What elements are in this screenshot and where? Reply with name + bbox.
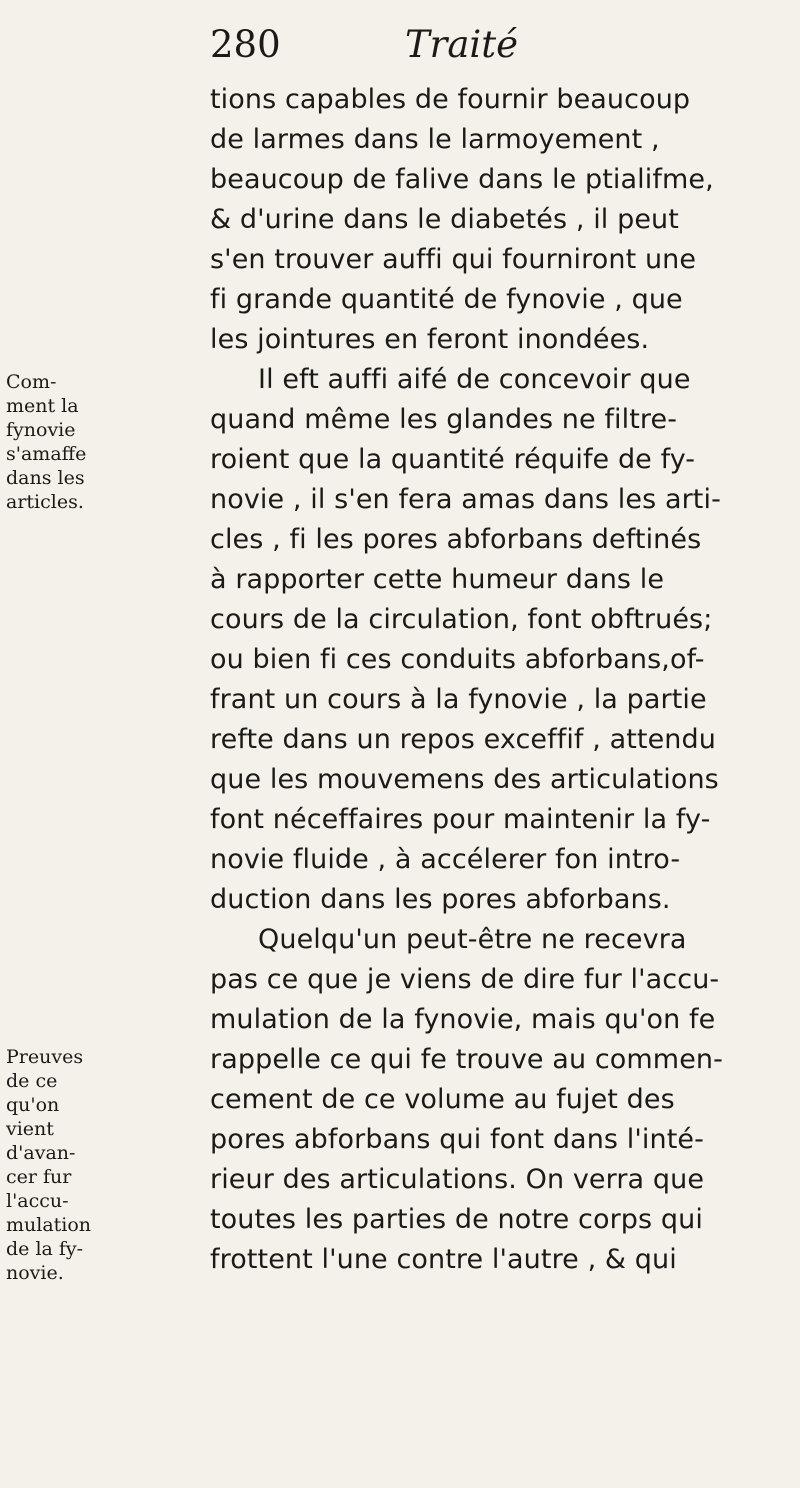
margin-note-line: vient: [6, 1118, 54, 1140]
text-line: ou bien fi ces conduits abforbans,of-: [210, 644, 705, 675]
margin-note-line: cer fur: [6, 1166, 72, 1188]
margin-note-line: ment la: [6, 395, 79, 417]
margin-note-line: s'amaffe: [6, 443, 87, 465]
text-line: novie fluide , à accélerer fon intro-: [210, 844, 681, 875]
text-line: les jointures en feront inondées.: [210, 324, 650, 355]
margin-note-line: d'avan-: [6, 1142, 76, 1164]
margin-note-synovia-accumulation: [6, 370, 206, 514]
text-line: que les mouvemens des articulations: [210, 764, 719, 795]
text-line: roient que la quantité réquife de fy-: [210, 444, 696, 475]
margin-note-line: articles.: [6, 491, 84, 513]
margin-note-line: Preuves: [6, 1046, 84, 1068]
text-line: s'en trouver auffi qui fourniront une: [210, 244, 697, 275]
margin-note-proofs: [6, 1045, 206, 1285]
text-line: rappelle ce qui fe trouve au commen-: [210, 1044, 723, 1075]
text-line: Il eft auffi aifé de concevoir que: [258, 364, 691, 395]
text-line: beaucoup de falive dans le ptialifme,: [210, 164, 714, 195]
text-line: pores abforbans qui font dans l'inté-: [210, 1124, 704, 1155]
body-text: [210, 80, 790, 1280]
text-line: frottent l'une contre l'autre , & qui: [210, 1244, 677, 1275]
text-line: & d'urine dans le diabetés , il peut: [210, 204, 679, 235]
text-line: à rapporter cette humeur dans le: [210, 564, 665, 595]
margin-note-line: qu'on: [6, 1094, 60, 1116]
text-line: cles , fi les pores abforbans deftinés: [210, 524, 702, 555]
text-line: toutes les parties de notre corps qui: [210, 1204, 703, 1235]
text-line: mulation de la fynovie, mais qu'on fe: [210, 1004, 716, 1035]
text-line: font néceffaires pour maintenir la fy-: [210, 804, 711, 835]
text-line: tions capables de fournir beaucoup: [210, 84, 691, 115]
margin-note-line: l'accu-: [6, 1190, 69, 1212]
text-line: frant un cours à la fynovie , la partie: [210, 684, 707, 715]
text-line: quand même les glandes ne filtre-: [210, 404, 678, 435]
text-line: novie , il s'en fera amas dans les arti-: [210, 484, 721, 515]
text-line: Quelqu'un peut-être ne recevra: [258, 924, 687, 955]
page-number: 280: [210, 23, 281, 66]
margin-note-line: Com-: [6, 371, 57, 393]
text-line: de larmes dans le larmoyement ,: [210, 124, 660, 155]
margin-note-line: de la fy-: [6, 1238, 84, 1260]
margin-note-line: dans les: [6, 467, 85, 489]
text-line: fi grande quantité de fynovie , que: [210, 284, 683, 315]
page-header: [200, 10, 780, 80]
margin-note-line: mulation: [6, 1214, 92, 1236]
margin-note-line: fynovie: [6, 419, 76, 441]
text-line: duction dans les pores abforbans.: [210, 884, 671, 915]
margin-note-line: de ce: [6, 1070, 58, 1092]
running-title: Traité: [405, 23, 519, 66]
text-line: rieur des articulations. On verra que: [210, 1164, 705, 1195]
text-line: refte dans un repos exceffif , attendu: [210, 724, 716, 755]
margin-note-line: novie.: [6, 1262, 64, 1284]
text-line: pas ce que je viens de dire fur l'accu-: [210, 964, 720, 995]
text-line: cours de la circulation, font obftrués;: [210, 604, 713, 635]
text-line: cement de ce volume au fujet des: [210, 1084, 675, 1115]
